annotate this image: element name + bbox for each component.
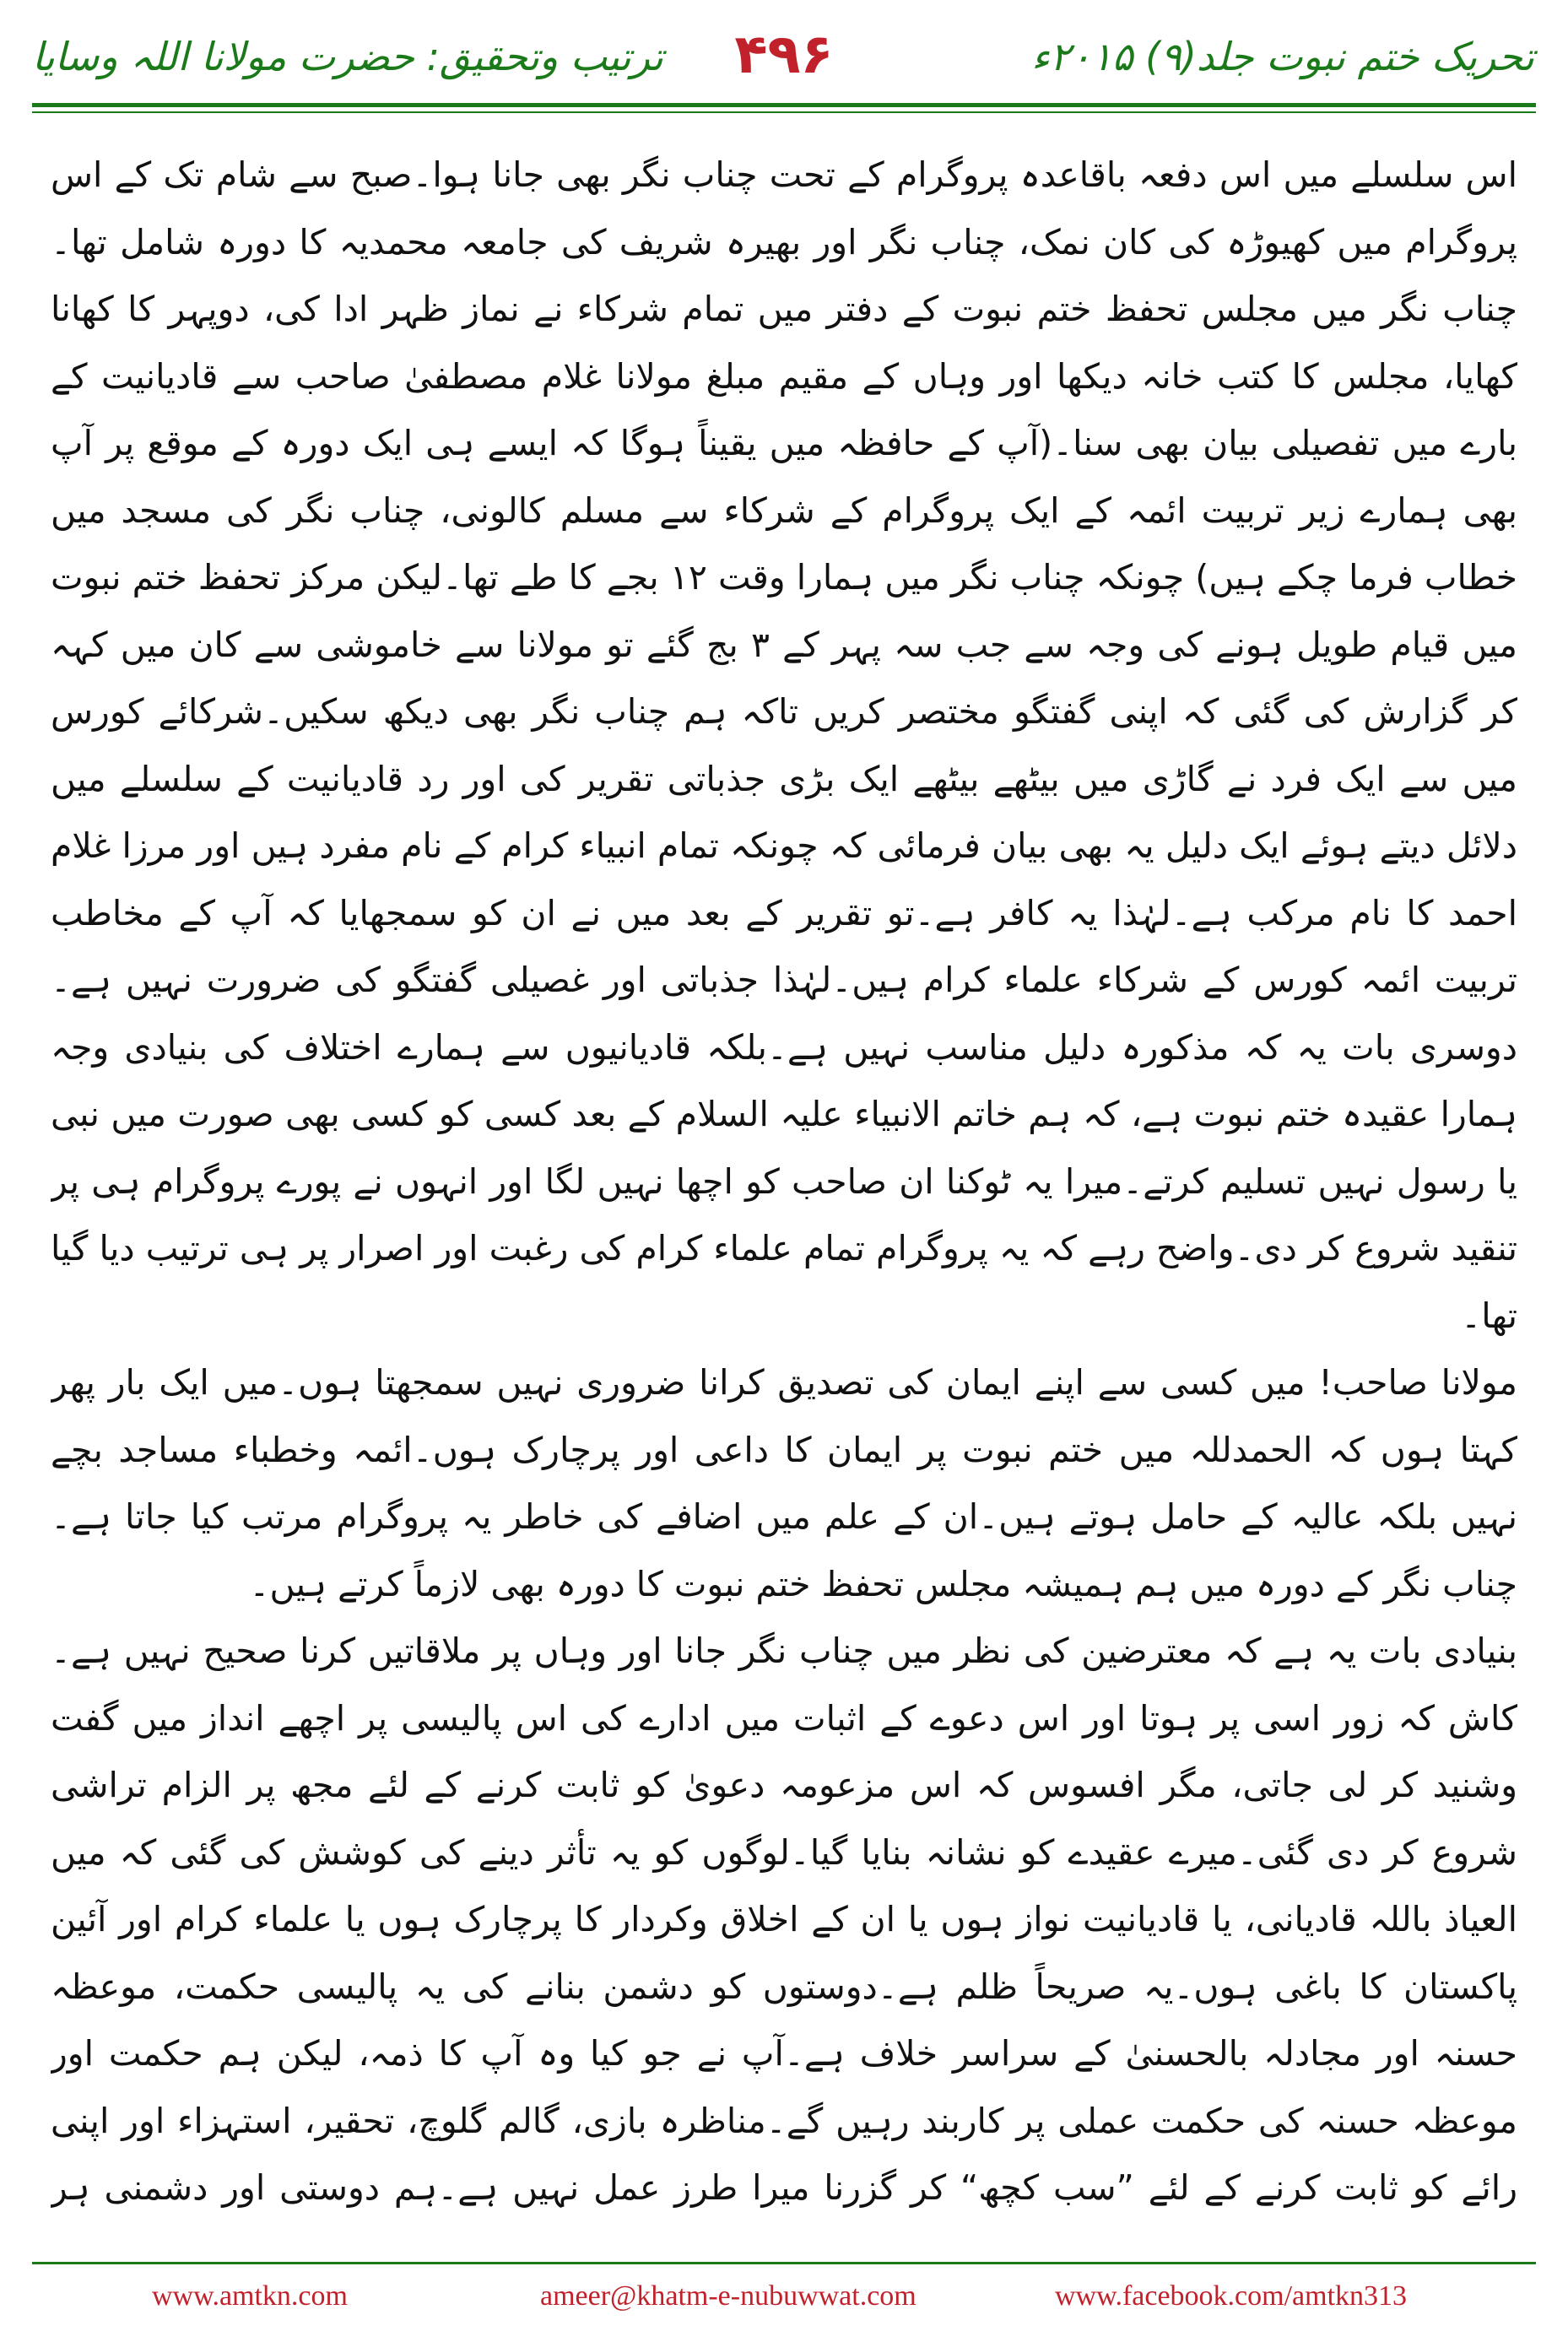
facebook-link[interactable]: www.facebook.com/amtkn313 — [1055, 2280, 1408, 2312]
footer-divider — [32, 2262, 1536, 2264]
book-title: تحریک ختم نبوت جلد(۹) ۲۰۱۵ء — [1031, 34, 1534, 79]
page-footer — [0, 2262, 1568, 2342]
email-link[interactable]: ameer@khatm-e-nubuwwat.com — [540, 2280, 916, 2312]
header-divider-thin — [32, 111, 1536, 113]
header-divider — [32, 103, 1536, 107]
paragraph-3: بنیادی بات یہ ہے کہ معترضین کی نظر میں چناب نگر جانا اور وہاں پر ملاقاتیں کرنا صحیح نہیں ہے۔کاش کہ زور اسی پر ہوتا اور اس دعوے کے اثبات میں ادارے کی اس پالیسی پر اچھے انداز میں گفت وشنید کر لی جاتی، مگر افسوس کہ اس مزعومہ دعویٰ کو ثابت کرنے کے لئے مجھ پر الزام تراشی شروع کر دی گئی۔میرے عقیدے کو نشانہ بنایا گیا۔لوگوں کو یہ تأثر دینے کی کوشش کی گئی کہ میں العیاذ باللہ قادیانی، یا قادیانیت نواز ہوں یا ان کے اخلاق وکردار کا پرچارک ہوں یا علماء کرام اور آئین پاکستان کا باغی ہوں۔یہ صریحاً ظلم ہے۔دوستوں کو دشمن بنانے کی یہ پالیسی حکمت، موعظہ حسنہ اور مجادلہ بالحسنیٰ کے سراسر خلاف ہے۔آپ نے جو کیا وہ آپ کا ذمہ، لیکن ہم حکمت اور موعظہ حسنہ کی حکمت عملی پر کاربند رہیں گے۔مناظرہ بازی، گالم گلوچ، تحقیر، استہزاء اور اپنی رائے کو ثابت کرنے کے لئے ”سب کچھ“ کر گزرنا میرا طرز عمل نہیں ہے۔ہم دوستی اور دشمنی ہر — [51, 1631, 1517, 2208]
page-header — [0, 0, 1568, 127]
website-link[interactable]: www.amtkn.com — [152, 2280, 348, 2312]
paragraph-1: اس سلسلے میں اس دفعہ باقاعدہ پروگرام کے تحت چناب نگر بھی جانا ہوا۔صبح سے شام تک کے اس پروگرام میں کھیوڑہ کی کان نمک، چناب نگر اور بھیرہ شریف کی جامعہ محمدیہ کا دورہ شامل تھا۔چناب نگر میں مجلس تحفظ ختم نبوت کے دفتر میں تمام شرکاء نے نماز ظہر ادا کی، دوپہر کا کھانا کھایا، مجلس کا کتب خانہ دیکھا اور وہاں کے مقیم مبلغ مولانا غلام مصطفیٰ صاحب سے قادیانیت کے بارے میں تفصیلی بیان بھی سنا۔(آپ کے حافظہ میں یقیناً ہوگا کہ ایسے ہی ایک دورہ کے موقع پر آپ بھی ہمارے زیر تربیت ائمہ کے ایک پروگرام کے شرکاء سے مسلم کالونی، چناب نگر کی مسجد میں خطاب فرما چکے ہیں) چونکہ چناب نگر میں ہمارا وقت ۱۲ بجے کا طے تھا۔لیکن مرکز تحفظ ختم نبوت میں قیام طویل ہونے کی وجہ سے جب سہ پہر کے ۳ بج گئے تو مولانا سے خاموشی سے کان میں کہہ کر گزارش کی گئی کہ اپنی گفتگو مختصر کریں تاکہ ہم چناب نگر بھی دیکھ سکیں۔شرکائے کورس میں سے ایک فرد نے گاڑی میں بیٹھے بیٹھے ایک بڑی جذباتی تقریر کی اور رد قادیانیت کے سلسلے میں دلائل دیتے ہوئے ایک دلیل یہ بھی بیان فرمائی کہ چونکہ تمام انبیاء کرام کے نام مفرد ہیں اور مرزا غلام احمد کا نام مرکب ہے۔لہٰذا یہ کافر ہے۔تو تقریر کے بعد میں نے ان کو سمجھایا کہ آپ کے مخاطب تربیت ائمہ کورس کے شرکاء علماء کرام ہیں۔لہٰذا جذباتی اور غصیلی گفتگو کی ضرورت نہیں ہے۔دوسری بات یہ کہ مذکورہ دلیل مناسب نہیں ہے۔بلکہ قادیانیوں سے ہمارے اختلاف کی بنیادی وجہ ہمارا عقیدہ ختم نبوت ہے، کہ ہم خاتم الانبیاء علیہ السلام کے بعد کسی کو کسی بھی صورت میں نبی یا رسول نہیں تسلیم کرتے۔میرا یہ ٹوکنا ان صاحب کو اچھا نہیں لگا اور انہوں نے پورے پروگرام ہی پر تنقید شروع کر دی۔واضح رہے کہ یہ پروگرام تمام علماء کرام کی رغبت اور اصرار پر ہی ترتیب دیا گیا تھا۔ — [51, 154, 1517, 1336]
page-number: ۴۹۶ — [734, 24, 834, 86]
compiler-credit: ترتیب وتحقیق: حضرت مولانا اللہ وسایا — [32, 34, 663, 79]
paragraph-2: مولانا صاحب! میں کسی سے اپنے ایمان کی تصدیق کرانا ضروری نہیں سمجھتا ہوں۔میں ایک بار پھر کہتا ہوں کہ الحمدللہ میں ختم نبوت پر ایمان کا داعی اور پرچارک ہوں۔ائمہ وخطباء مساجد بچے نہیں بلکہ عالیہ کے حامل ہوتے ہیں۔ان کے علم میں اضافے کی خاطر یہ پروگرام مرتب کیا جاتا ہے۔چناب نگر کے دورہ میں ہم ہمیشہ مجلس تحفظ ختم نبوت کا دورہ بھی لازماً کرتے ہیں۔ — [51, 1362, 1517, 1604]
body-text — [51, 142, 1517, 2209]
